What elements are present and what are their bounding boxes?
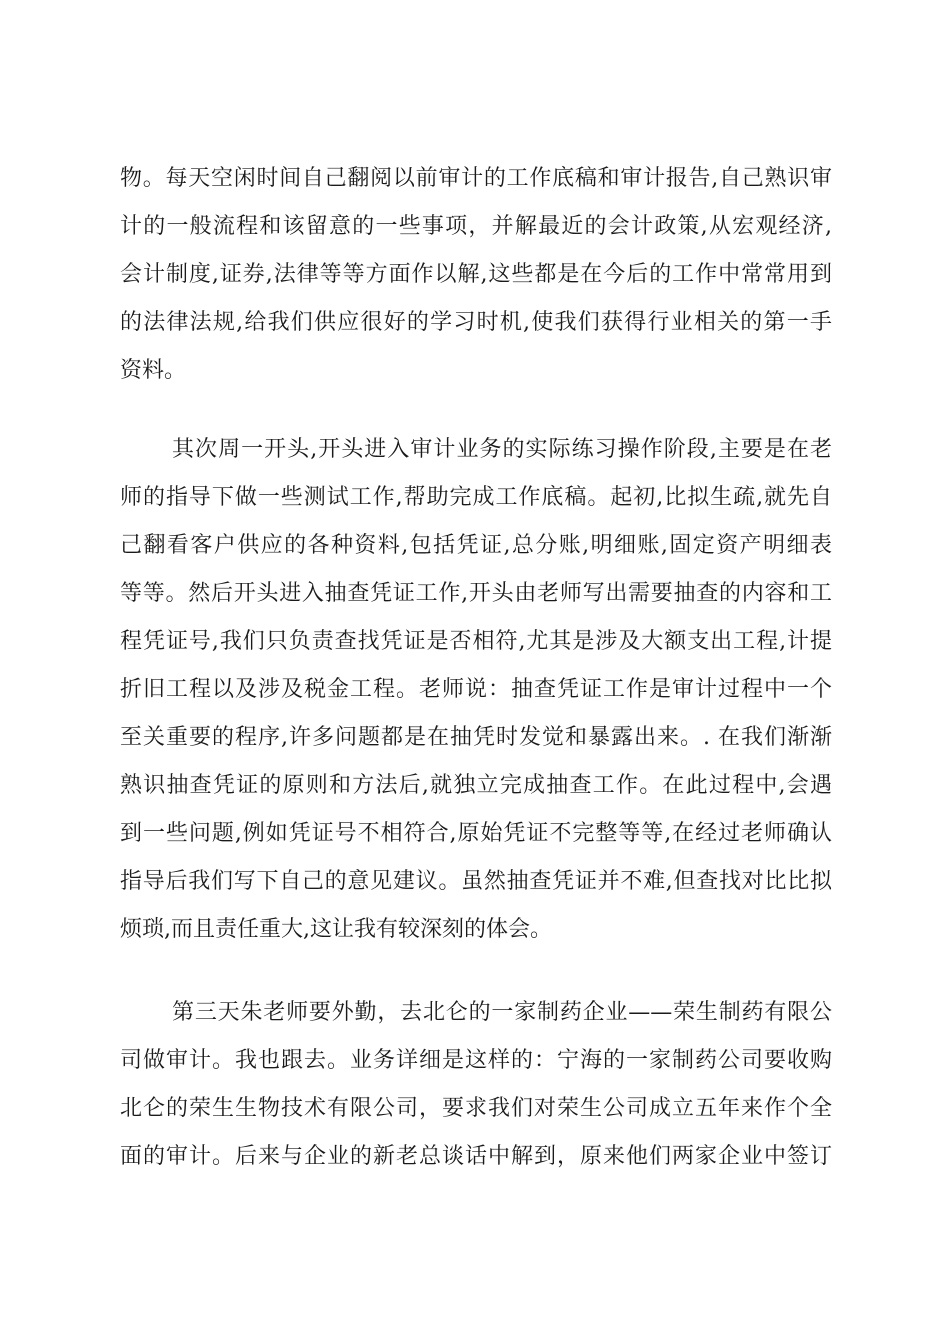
paragraph-line: 到一些问题,例如凭证号不相符合,原始凭证不完整等等,在经过老师确认 [120, 821, 832, 846]
paragraph-line: 师的指导下做一些测试工作,帮助完成工作底稿。起初,比拟生疏,就先自 [120, 485, 832, 510]
paragraph-line: 熟识抽查凭证的原则和方法后,就独立完成抽查工作。在此过程中,会遇 [120, 773, 832, 798]
paragraph-line: 会计制度,证券,法律等等方面作以解,这些都是在今后的工作中常常用到 [120, 262, 832, 287]
paragraph-line: 司做审计。我也跟去。业务详细是这样的：宁海的一家制药公司要收购 [120, 1048, 832, 1073]
paragraph-line: 等等。然后开头进入抽查凭证工作,开头由老师写出需要抽查的内容和工 [120, 581, 832, 606]
paragraph-line: 物。每天空闲时间自己翻阅以前审计的工作底稿和审计报告,自己熟识审 [120, 166, 832, 191]
paragraph-2 [120, 426, 832, 954]
paragraph-line: 计的一般流程和该留意的一些事项，并解最近的会计政策,从宏观经济, [120, 214, 832, 239]
paragraph-line: 指导后我们写下自己的意见建议。虽然抽查凭证并不难,但查找对比比拟 [120, 869, 832, 894]
paragraph-line: 程凭证号,我们只负责查找凭证是否相符,尤其是涉及大额支出工程,计提 [120, 629, 832, 654]
paragraph-line: 己翻看客户供应的各种资料,包括凭证,总分账,明细账,固定资产明细表 [120, 533, 832, 558]
paragraph-3 [120, 989, 832, 1181]
paragraph-line: 其次周一开头,开头进入审计业务的实际练习操作阶段,主要是在老 [172, 437, 832, 462]
paragraph-line: 折旧工程以及涉及税金工程。老师说：抽查凭证工作是审计过程中一个 [120, 677, 832, 702]
paragraph-line: 北仑的荣生生物技术有限公司，要求我们对荣生公司成立五年来作个全 [120, 1096, 832, 1121]
paragraph-line: 的法律法规,给我们供应很好的学习时机,使我们获得行业相关的第一手 [120, 310, 832, 335]
paragraph-line: 资料。 [120, 358, 187, 383]
paragraph-line: 第三天朱老师要外勤，去北仑的一家制药企业——荣生制药有限公 [172, 1000, 832, 1025]
paragraph-line: 至关重要的程序,许多问题都是在抽凭时发觉和暴露出来。. 在我们渐渐 [120, 725, 832, 750]
paragraph-1 [120, 155, 832, 395]
paragraph-line: 烦琐,而且责任重大,这让我有较深刻的体会。 [120, 917, 552, 942]
paragraph-line: 面的审计。后来与企业的新老总谈话中解到，原来他们两家企业中签订 [120, 1144, 832, 1169]
